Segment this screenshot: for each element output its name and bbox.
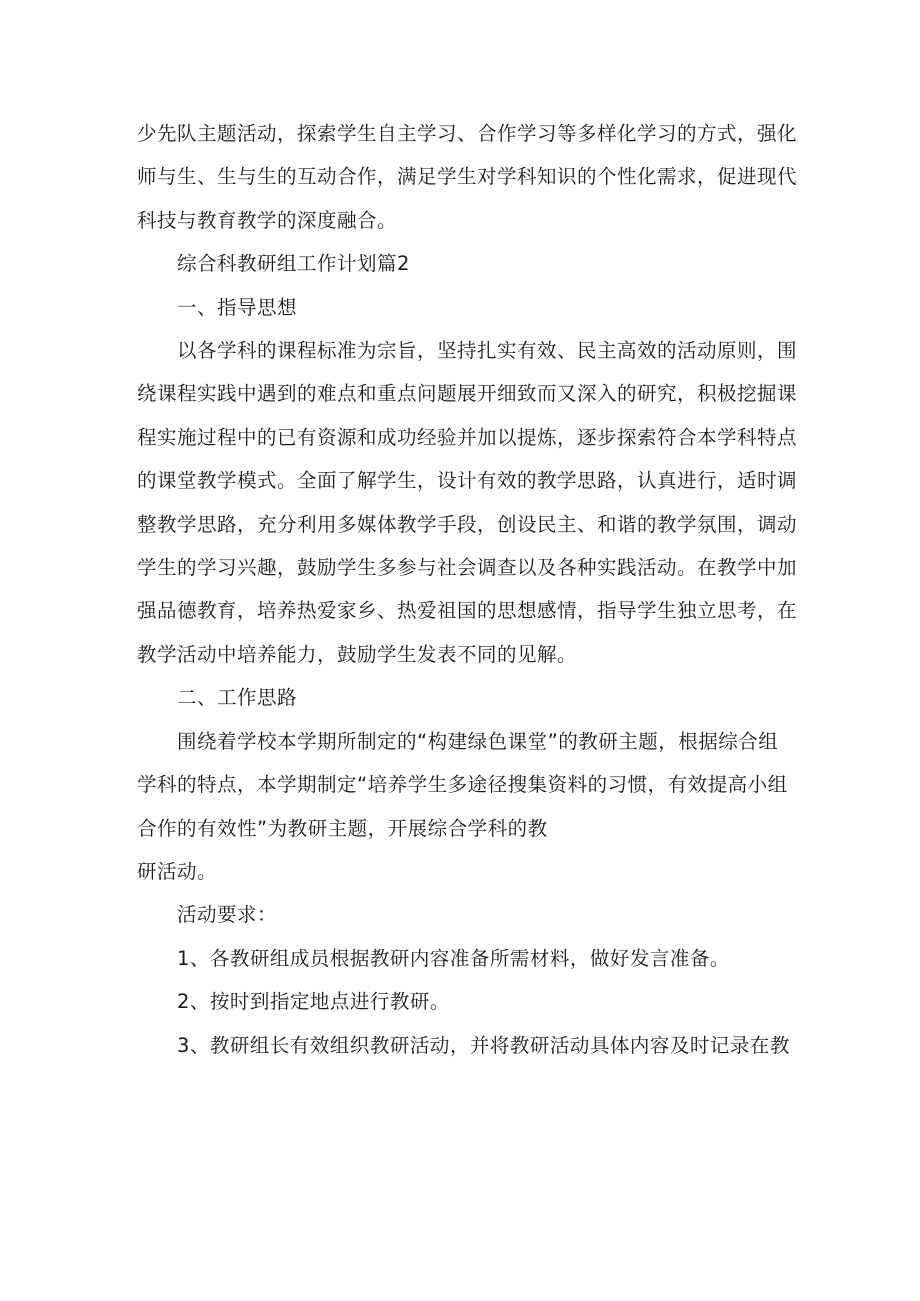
text-line: 围绕着学校本学期所制定的“构建绿色课堂”的教研主题，根据综合组 bbox=[177, 729, 779, 753]
text-line: 学科的特点，本学期制定“培养学生多途径搜集资料的习惯，有效提高小组 bbox=[137, 773, 788, 797]
text-line: 整教学思路，充分利用多媒体教学手段，创设民主、和谐的教学氛围，调动 bbox=[137, 512, 798, 536]
text-line: 研活动。 bbox=[137, 859, 218, 883]
text-line: 合作的有效性”为教研主题，开展综合学科的教 bbox=[137, 816, 548, 840]
text-line: 程实施过程中的已有资源和成功经验并加以提炼，逐步探索符合本学科特点 bbox=[137, 425, 798, 449]
text-line: 2、按时到指定地点进行教研。 bbox=[177, 990, 450, 1014]
text-line: 强品德教育，培养热爱家乡、热爱祖国的思想感情，指导学生独立思考，在 bbox=[137, 599, 798, 623]
text-line: 绕课程实践中遇到的难点和重点问题展开细致而又深入的研究，积极挖掘课 bbox=[137, 382, 798, 406]
text-line: 的课堂教学模式。全面了解学生，设计有效的教学思路，认真进行，适时调 bbox=[137, 469, 798, 493]
text-line: 3、教研组长有效组织教研活动，并将教研活动具体内容及时记录在教 bbox=[177, 1033, 790, 1057]
text-line: 1、各教研组成员根据教研内容准备所需材料，做好发言准备。 bbox=[177, 946, 730, 970]
text-line: 教学活动中培养能力，鼓励学生发表不同的见解。 bbox=[137, 642, 578, 666]
text-line: 综合科教研组工作计划篇2 bbox=[177, 252, 410, 276]
activity-requirements-label bbox=[137, 893, 797, 936]
heading-guiding-thought bbox=[137, 286, 797, 329]
heading-work-approach bbox=[137, 676, 797, 719]
text-line: 一、指导思想 bbox=[177, 295, 298, 319]
requirement-item-3 bbox=[137, 1024, 797, 1067]
text-line: 科技与教育教学的深度融合。 bbox=[137, 208, 398, 232]
text-line: 活动要求： bbox=[177, 903, 278, 927]
requirement-item-2 bbox=[137, 980, 797, 1023]
text-line: 学生的学习兴趣，鼓励学生多参与社会调查以及各种实践活动。在教学中加 bbox=[137, 556, 798, 580]
text-line: 师与生、生与生的互动合作，满足学生对学科知识的个性化需求，促进现代 bbox=[137, 165, 798, 189]
section-title bbox=[137, 242, 797, 285]
paragraph-intro-continuation bbox=[137, 112, 797, 242]
paragraph-guiding-thought bbox=[137, 329, 797, 676]
text-line: 以各学科的课程标准为宗旨，坚持扎实有效、民主高效的活动原则，围 bbox=[177, 339, 798, 363]
text-line: 二、工作思路 bbox=[177, 686, 298, 710]
paragraph-work-approach bbox=[137, 720, 797, 894]
document-body bbox=[137, 112, 797, 1067]
text-line: 少先队主题活动，探索学生自主学习、合作学习等多样化学习的方式，强化 bbox=[137, 122, 798, 145]
requirement-item-1 bbox=[137, 937, 797, 980]
